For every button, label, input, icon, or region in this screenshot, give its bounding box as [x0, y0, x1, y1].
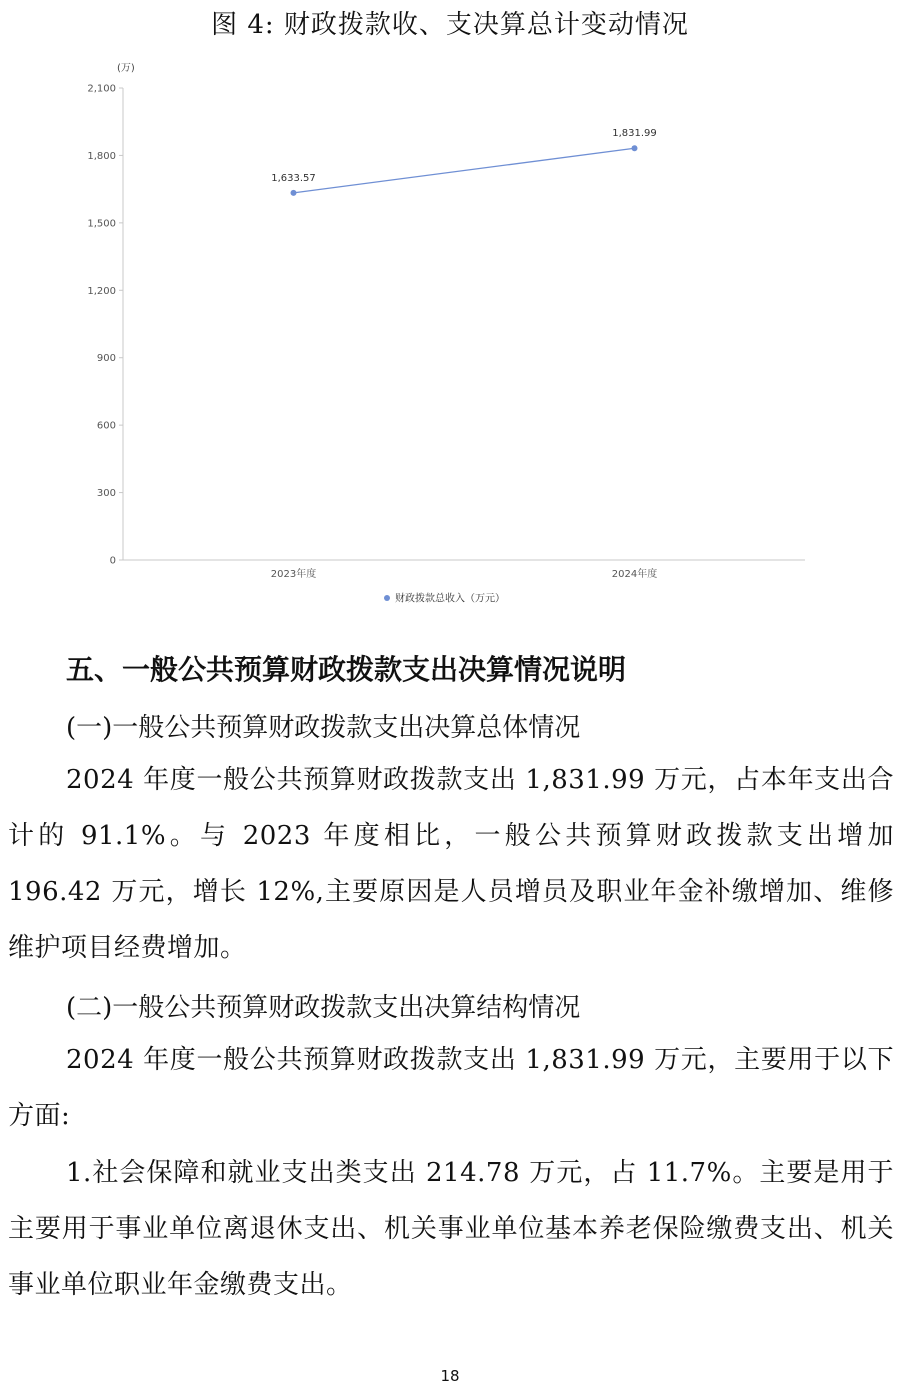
data-point	[291, 190, 297, 196]
legend-label: 财政拨款总收入（万元）	[395, 593, 505, 605]
x-tick-label: 2023年度	[270, 569, 317, 580]
y-tick-label: 1,200	[87, 285, 116, 297]
series-line	[294, 148, 635, 193]
paragraph-overall: 2024 年度一般公共预算财政拨款支出 1,831.99 万元，占本年支出合计的 91.1%。与 2023 年度相比，一般公共预算财政拨款支出增加 196.42 万元，增长 12%,主要原因是人员增员及职业年金补缴增加、维修维护项目经费增加。	[8, 765, 894, 963]
figure-title: 图 4: 财政拨款收、支决算总计变动情况	[211, 10, 689, 40]
y-tick-label: 900	[96, 353, 116, 365]
subsection-heading-overall: (一)一般公共预算财政拨款支出决算总体情况	[66, 713, 581, 743]
x-tick-label: 2024年度	[611, 569, 658, 580]
legend-marker	[384, 595, 390, 601]
y-tick-label: 0	[109, 555, 116, 567]
paragraph-social-security: 1.社会保障和就业支出类支出 214.78 万元，占 11.7%。主要是用于主要用于事业单位离退休支出、机关事业单位基本养老保险缴费支出、机关事业单位职业年金缴费支出。	[8, 1158, 894, 1300]
data-point	[632, 145, 638, 151]
paragraph-structure: 2024 年度一般公共预算财政拨款支出 1,831.99 万元，主要用于以下方面:	[8, 1045, 894, 1131]
y-tick-label: 1,500	[87, 218, 116, 230]
y-tick-label: 600	[96, 420, 116, 432]
data-label: 1,831.99	[612, 128, 657, 140]
page-number: 18	[440, 1367, 460, 1385]
line-chart	[0, 55, 900, 615]
data-label: 1,633.57	[271, 172, 316, 184]
y-tick-label: 1,800	[87, 150, 116, 162]
section-heading: 五、一般公共预算财政拨款支出决算情况说明	[66, 653, 627, 686]
subsection-heading-structure: (二)一般公共预算财政拨款支出决算结构情况	[66, 993, 581, 1023]
y-axis-unit-label: (万)	[117, 63, 135, 74]
y-tick-label: 300	[96, 488, 116, 500]
y-tick-label: 2,100	[87, 83, 116, 95]
